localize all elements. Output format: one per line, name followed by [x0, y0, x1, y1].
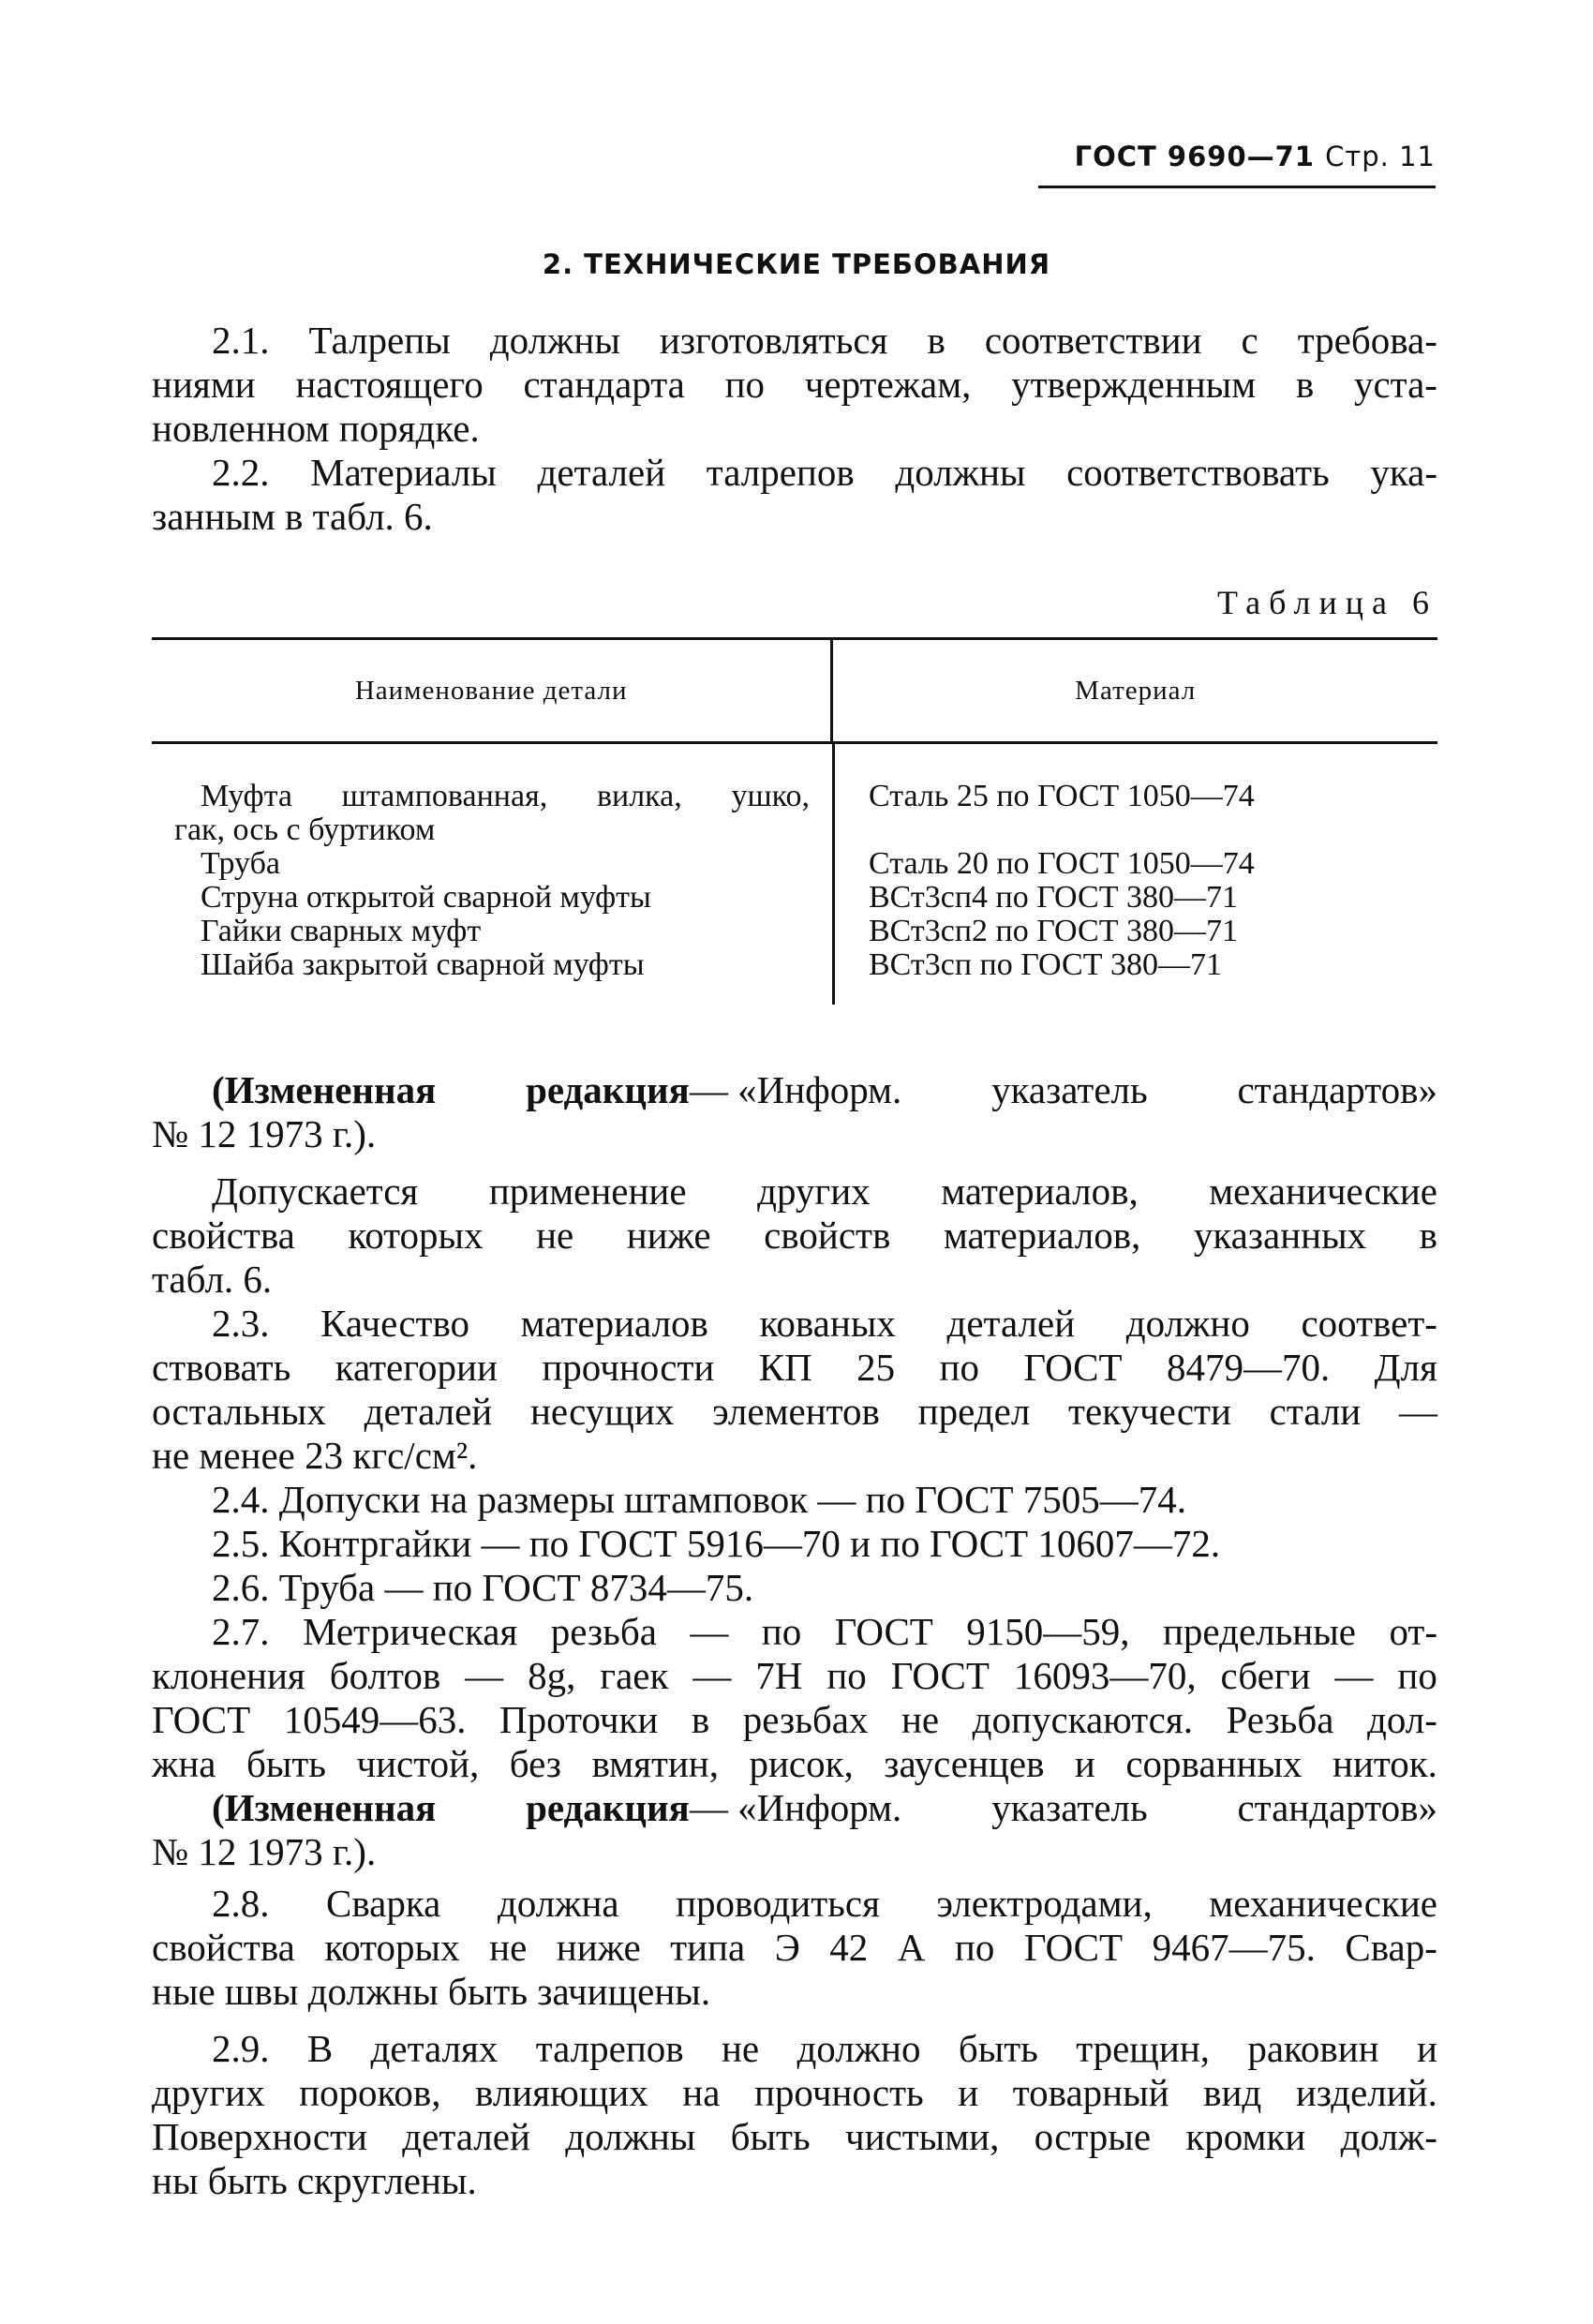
- para-2-7-line-4: жна быть чистой, без вмятин, рисок, заусенцев и сорванных ниток.: [152, 1742, 1437, 1785]
- table-caption: Таблица 6: [1217, 584, 1437, 621]
- allowance-line-2: свойства которых не ниже свойств материалов, указанных в: [152, 1214, 1437, 1257]
- para-2-7-line-2: клонения болтов — 8g, гаек — 7Н по ГОСТ 16093—70, сбеги — по: [152, 1654, 1437, 1697]
- table-row-part: Шайба закрытой сварной муфты: [201, 947, 645, 982]
- intro-text: [152, 319, 1437, 539]
- table-row-material: Сталь 25 по ГОСТ 1050—74: [869, 779, 1255, 813]
- table-row-part-continued: гак, ось с буртиком: [174, 812, 436, 847]
- para-2-6: 2.6. Труба — по ГОСТ 8734—75.: [212, 1566, 754, 1609]
- para-2-3-line-3: остальных деталей несущих элементов предел текучести стали —: [152, 1390, 1437, 1433]
- revision-note-2: (Измененная редакция— «Информ. указатель стандартов»: [212, 1786, 1437, 1829]
- table-row-part: Труба: [201, 846, 280, 881]
- para-2-9-line-2: других пороков, влияющих на прочность и товарный вид изделий.: [152, 2071, 1437, 2114]
- para-2-9-line-1: 2.9. В деталях талрепов не должно быть трещин, раковин и: [212, 2027, 1437, 2070]
- para-2-3-line-4: не менее 23 кгс/см².: [152, 1434, 478, 1477]
- para-2-2-line-1: 2.2. Материалы деталей талрепов должны соответствовать ука-: [212, 451, 1437, 494]
- para-2-9-line-3: Поверхности деталей должны быть чистыми, острые кромки долж-: [152, 2115, 1437, 2158]
- para-2-2-line-2: занным в табл. 6.: [152, 495, 433, 538]
- revision-note-1-line-2: № 12 1973 г.).: [152, 1112, 377, 1155]
- part-column: [152, 744, 832, 1005]
- table-row-material: Сталь 20 по ГОСТ 1050—74: [869, 846, 1255, 881]
- row-spacer: [869, 813, 1437, 847]
- para-2-4: 2.4. Допуски на размеры штамповок — по ГОСТ 7505—74.: [212, 1478, 1187, 1521]
- column-header-part: Наименование детали: [354, 675, 628, 706]
- table-header: [152, 640, 1437, 744]
- table-row-part: Струна открытой сварной муфты: [201, 880, 651, 915]
- page-number: Стр. 11: [1325, 141, 1436, 172]
- para-2-8-line-2: свойства которых не ниже типа Э 42 А по ГОСТ 9467—75. Свар-: [152, 1926, 1437, 1969]
- material-column: [832, 744, 1437, 1005]
- para-2-3-line-2: ствовать категории прочности КП 25 по ГОСТ 8479—70. Для: [152, 1346, 1437, 1389]
- para-2-7-line-1: 2.7. Метрическая резьба — по ГОСТ 9150—59, предельные от-: [212, 1610, 1437, 1653]
- para-2-7-line-3: ГОСТ 10549—63. Проточки в резьбах не допускаются. Резьба дол-: [152, 1698, 1437, 1741]
- column-header-material: Материал: [830, 640, 1437, 741]
- allowance-line-1: Допускается применение других материалов, механические: [212, 1169, 1437, 1213]
- para-2-5: 2.5. Контргайки — по ГОСТ 5916—70 и по ГОСТ 10607—72.: [212, 1522, 1221, 1565]
- body-text: [152, 1068, 1437, 2203]
- para-2-1-line-1: 2.1. Талрепы должны изготовляться в соответствии с требова-: [212, 319, 1437, 362]
- para-2-1-line-2: ниями настоящего стандарта по чертежам, утвержденным в уста-: [152, 363, 1437, 406]
- para-2-8-line-1: 2.8. Сварка должна проводиться электродами, механические: [212, 1882, 1437, 1925]
- revision-note-1: (Измененная редакция— «Информ. указатель стандартов»: [212, 1068, 1437, 1111]
- table-row-material: ВСт3сп по ГОСТ 380—71: [869, 947, 1222, 982]
- table-row-material: ВСт3сп2 по ГОСТ 380—71: [869, 914, 1238, 948]
- materials-table: [152, 637, 1437, 1005]
- table-row-part: Муфта штампованная, вилка, ушко,: [201, 779, 810, 813]
- para-2-9-line-4: ны быть скруглены.: [152, 2159, 477, 2202]
- para-2-3-line-1: 2.3. Качество материалов кованых деталей должно соответ-: [212, 1302, 1437, 1345]
- table-body: [152, 744, 1437, 1005]
- para-2-1-line-3: новленном порядке.: [152, 407, 480, 450]
- table-row-material: ВСт3сп4 по ГОСТ 380—71: [869, 880, 1238, 915]
- running-header: [1038, 141, 1436, 188]
- table-row-part: Гайки сварных муфт: [201, 914, 482, 948]
- para-2-8-line-3: ные швы должны быть зачищены.: [152, 1970, 711, 2013]
- section-title: 2. ТЕХНИЧЕСКИЕ ТРЕБОВАНИЯ: [542, 248, 1051, 280]
- revision-note-2-line-2: № 12 1973 г.).: [152, 1830, 377, 1873]
- allowance-line-3: табл. 6.: [152, 1258, 273, 1301]
- standard-number: ГОСТ 9690—71: [1074, 141, 1315, 172]
